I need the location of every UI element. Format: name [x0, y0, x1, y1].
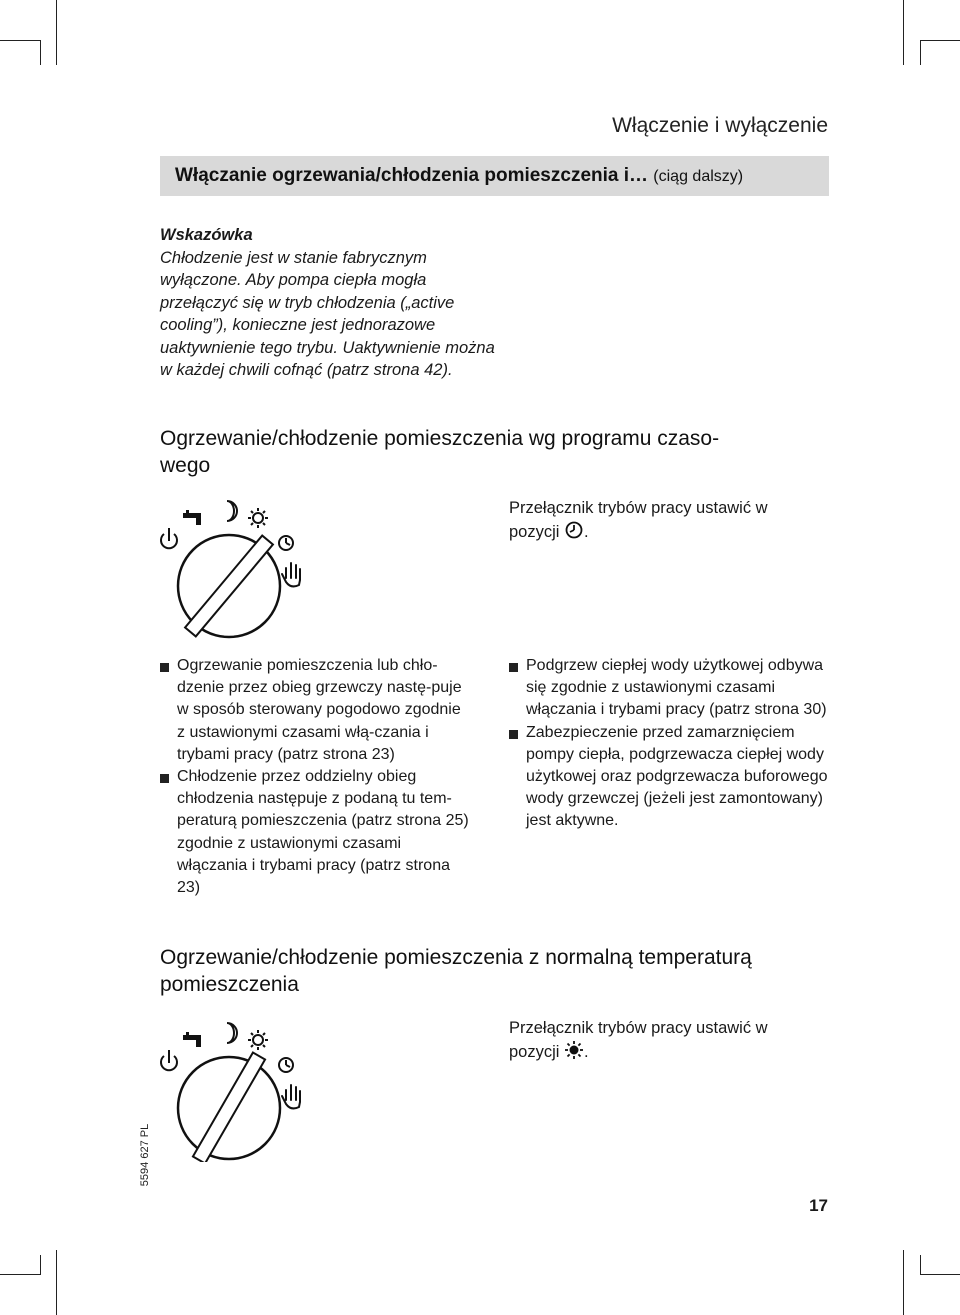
note-block [160, 224, 500, 382]
banner-title [175, 165, 743, 187]
bullet-column-left [160, 655, 470, 899]
sun-icon [248, 508, 268, 528]
section2-instruction-line2 [509, 1040, 819, 1064]
section1-heading-line1: Ogrzewanie/chłodzenie pomieszczenia wg programu czaso- [160, 427, 720, 450]
section2-heading-line1: Ogrzewanie/chłodzenie pomieszczenia z normalną temperaturą [160, 946, 752, 969]
crop-mark [56, 0, 57, 65]
page-number: 17 [809, 1196, 828, 1215]
crop-mark [40, 40, 41, 65]
section2-instruction [509, 1017, 819, 1063]
section2-heading-line2: pomieszczenia [160, 973, 299, 996]
section1-instruction-line1: Przełącznik trybów pracy ustawić w [509, 499, 768, 517]
document-code: 5594 627 PL [139, 1123, 151, 1187]
crop-mark [56, 1250, 57, 1315]
section1-instruction [509, 497, 819, 543]
section2-instruction-position-label: pozycji [509, 1042, 560, 1061]
section1-heading-line2: wego [160, 454, 211, 477]
crop-mark [903, 1250, 904, 1315]
crop-mark [40, 1255, 41, 1275]
section1-instruction-suffix: . [584, 522, 589, 541]
mode-switch-dial-clock [150, 490, 470, 640]
hand-icon [282, 1085, 300, 1108]
note-text: Chłodzenie jest w stanie fabrycznym wyłączone. Aby pompa ciepła mogła przełączyć się w tryb chłodzenia („active cooling”), konieczne jest jednorazowe uaktywnienie tego trybu. Uaktywnienie można w każdej chwili cofnąć (patrz strona 42). [160, 248, 495, 379]
section2-instruction-line1: Przełącznik trybów pracy ustawić w [509, 1019, 768, 1037]
hand-icon [282, 563, 300, 586]
mode-switch-dial-sun [150, 1012, 470, 1162]
clock-icon [564, 520, 584, 540]
clock-icon [279, 536, 293, 550]
section1-instruction-line2 [509, 520, 819, 544]
crop-mark [0, 1274, 40, 1275]
moon-icon [227, 501, 237, 521]
section1-instruction-position-label: pozycji [509, 522, 560, 541]
banner-continued: (ciąg dalszy) [653, 168, 744, 185]
tap-icon [183, 1032, 201, 1047]
standby-icon [161, 528, 177, 548]
list-item: Podgrzew ciepłej wody użytkowej odbywa się zgodnie z ustawionymi czasami włączania i trybami pracy (patrz strona 30) [509, 655, 834, 722]
list-item: Chłodzenie przez oddzielny obieg chłodzenia następuje z podaną tu tem-peraturą pomieszczenia (patrz strona 25) zgodnie z ustawionymi czasami włączania i trybami pracy (patrz strona 23) [160, 766, 470, 899]
standby-icon [161, 1050, 177, 1070]
crop-mark [0, 40, 40, 41]
crop-mark [903, 0, 904, 65]
section2-heading [160, 944, 840, 998]
list-item: Ogrzewanie pomieszczenia lub chło-dzenie przez obieg grzewczy nastę-puje w sposób sterowany pogodowo zgodnie z ustawionymi czasami włą-czania i trybami pracy (patrz strona 23) [160, 655, 470, 766]
section2-instruction-suffix: . [584, 1042, 589, 1061]
crop-mark [920, 1255, 921, 1275]
tap-icon [183, 510, 201, 525]
section-title: Włączenie i wyłączenie [612, 114, 828, 137]
sun-icon [564, 1040, 584, 1060]
banner-title-text: Włączanie ogrzewania/chłodzenia pomieszczenia i… [175, 165, 649, 186]
note-title: Wskazówka [160, 226, 253, 244]
moon-icon [227, 1023, 237, 1043]
bullet-column-right [509, 655, 834, 833]
list-item: Zabezpieczenie przed zamarznięciem pompy ciepła, podgrzewacza ciepłej wody użytkowej oraz podgrzewacza buforowego wody grzewczej (jeżeli jest zamontowany) jest aktywne. [509, 722, 834, 833]
section1-heading [160, 425, 840, 479]
crop-mark [920, 40, 960, 41]
clock-icon [279, 1058, 293, 1072]
title-banner [160, 156, 829, 196]
crop-mark [920, 40, 921, 65]
sun-icon [248, 1030, 268, 1050]
crop-mark [920, 1274, 960, 1275]
